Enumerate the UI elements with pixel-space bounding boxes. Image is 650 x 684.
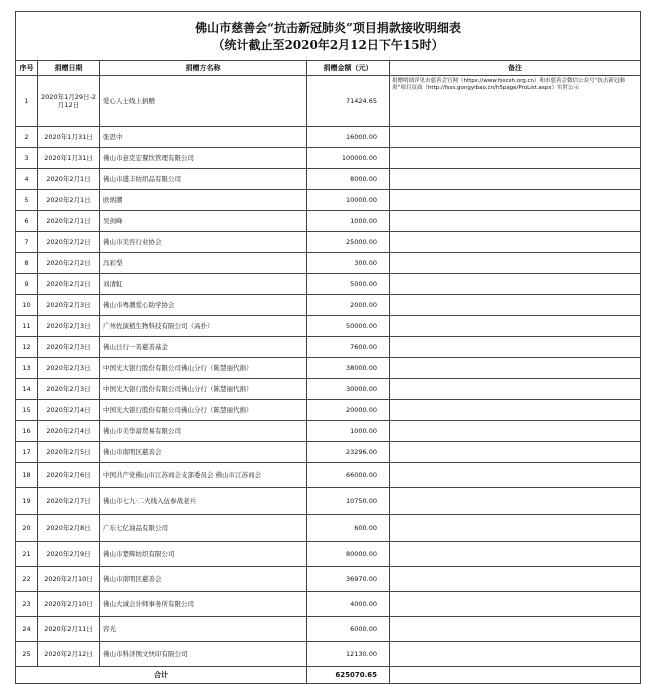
row-number: 18 [16,463,38,488]
donation-table [15,11,641,684]
row-note [390,442,641,463]
row-donor: 中国光大银行股份有限公司佛山分行（陈慧丽代捐） [100,400,307,421]
row-date: 2020年2月3日 [38,379,100,400]
table-row [16,169,641,190]
header-row [16,61,641,76]
row-number: 15 [16,400,38,421]
page-title [16,12,641,61]
row-amount: 20000.00 [307,400,390,421]
row-note [390,211,641,232]
row-note [390,190,641,211]
row-date: 2020年2月9日 [38,542,100,567]
row-amount: 10750.00 [307,488,390,515]
table-row [16,232,641,253]
row-note [390,274,641,295]
row-note [390,232,641,253]
row-number: 14 [16,379,38,400]
row-amount: 6000.00 [307,617,390,642]
row-date: 2020年2月10日 [38,592,100,617]
table-row [16,358,641,379]
row-date: 2020年1月29日-2月12日 [38,76,100,127]
table-row [16,642,641,667]
row-donor: 中国光大银行股份有限公司佛山分行（陈慧丽代捐） [100,379,307,400]
row-donor: 佛山大诚会计师事务所有限公司 [100,592,307,617]
table-row [16,442,641,463]
table-row [16,567,641,592]
row-donor: 佛山市七九·二火线入伍参战老兵 [100,488,307,515]
total-note [390,667,641,684]
header-amount: 捐赠金额（元） [307,61,390,76]
row-amount: 5000.00 [307,274,390,295]
row-amount: 2000.00 [307,295,390,316]
header-date: 捐赠日期 [38,61,100,76]
table-row [16,316,641,337]
donation-sheet [15,11,640,679]
row-donor: 刘清虹 [100,274,307,295]
row-note [390,400,641,421]
row-note [390,542,641,567]
row-amount: 36970.00 [307,567,390,592]
row-note [390,169,641,190]
row-amount: 4000.00 [307,592,390,617]
table-row [16,379,641,400]
row-date: 2020年2月1日 [38,169,100,190]
row-date: 2020年2月3日 [38,295,100,316]
row-number: 20 [16,515,38,542]
row-amount: 7600.00 [307,337,390,358]
row-donor: 佛山日行一善慈善基金 [100,337,307,358]
row-donor: 中国光大银行股份有限公司佛山分行（陈慧丽代捐） [100,358,307,379]
row-number: 19 [16,488,38,515]
row-amount: 8000.00 [307,169,390,190]
row-amount: 66000.00 [307,463,390,488]
table-row [16,488,641,515]
row-note [390,617,641,642]
row-donor: 容光 [100,617,307,642]
row-amount: 23296.00 [307,442,390,463]
table-row [16,421,641,442]
row-number: 24 [16,617,38,642]
row-number: 17 [16,442,38,463]
title-line-1: 佛山市慈善会“抗击新冠肺炎”项目捐款接收明细表 [195,21,461,35]
row-note [390,127,641,148]
row-date: 2020年2月4日 [38,400,100,421]
row-donor: 张思中 [100,127,307,148]
row-donor: 佛山市楚辉纺织有限公司 [100,542,307,567]
total-amount: 625070.65 [307,667,390,684]
table-row [16,592,641,617]
row-amount: 80000.00 [307,542,390,567]
row-note [390,463,641,488]
row-date: 2020年2月3日 [38,358,100,379]
table-row [16,337,641,358]
row-note [390,295,641,316]
table-row [16,295,641,316]
row-date: 2020年2月5日 [38,442,100,463]
row-amount: 1000.00 [307,211,390,232]
row-donor: 吴剑峰 [100,211,307,232]
row-date: 2020年2月12日 [38,642,100,667]
header-no: 序号 [16,61,38,76]
row-date: 2020年2月8日 [38,515,100,542]
row-number: 9 [16,274,38,295]
row-date: 2020年2月4日 [38,421,100,442]
row-date: 2020年2月11日 [38,617,100,642]
row-note [390,337,641,358]
row-donor: 广州佐演植生物科技有限公司（高扑） [100,316,307,337]
row-amount: 71424.65 [307,76,390,127]
row-date: 2020年2月1日 [38,211,100,232]
row-number: 6 [16,211,38,232]
table-row [16,542,641,567]
table-row [16,148,641,169]
row-donor: 佛山市美华富贸易有限公司 [100,421,307,442]
row-number: 8 [16,253,38,274]
row-number: 22 [16,567,38,592]
row-note [390,316,641,337]
row-amount: 30000.00 [307,379,390,400]
row-number: 16 [16,421,38,442]
row-donor: 广东七亿油品有限公司 [100,515,307,542]
table-row [16,127,641,148]
row-number: 12 [16,337,38,358]
row-date: 2020年1月31日 [38,148,100,169]
row-number: 1 [16,76,38,127]
row-amount: 300.00 [307,253,390,274]
row-number: 7 [16,232,38,253]
row-amount: 100000.00 [307,148,390,169]
row-donor: 佛山市意克宏餐饮管理有限公司 [100,148,307,169]
row-date: 2020年2月3日 [38,337,100,358]
row-date: 2020年2月7日 [38,488,100,515]
table-row [16,515,641,542]
header-donor: 捐赠方名称 [100,61,307,76]
row-number: 2 [16,127,38,148]
row-number: 11 [16,316,38,337]
row-amount: 38000.00 [307,358,390,379]
row-number: 13 [16,358,38,379]
row-number: 25 [16,642,38,667]
table-row [16,463,641,488]
row-number: 10 [16,295,38,316]
row-note [390,358,641,379]
row-number: 5 [16,190,38,211]
row-donor: 佛山市南明区慈善会 [100,567,307,592]
total-row [16,667,641,684]
row-date: 2020年2月2日 [38,232,100,253]
row-note [390,379,641,400]
row-amount: 10000.00 [307,190,390,211]
row-note [390,642,641,667]
row-date: 2020年2月1日 [38,190,100,211]
row-date: 2020年2月2日 [38,253,100,274]
row-date: 2020年2月2日 [38,274,100,295]
row-date: 2020年2月6日 [38,463,100,488]
row-donor: 佛山市南明区慈善会 [100,442,307,463]
row-amount: 25000.00 [307,232,390,253]
table-row [16,617,641,642]
table-row [16,274,641,295]
row-number: 3 [16,148,38,169]
row-number: 4 [16,169,38,190]
row-donor: 冯彩梨 [100,253,307,274]
row-number: 23 [16,592,38,617]
row-amount: 16000.00 [307,127,390,148]
row-note [390,592,641,617]
row-date: 2020年2月3日 [38,316,100,337]
row-amount: 12130.00 [307,642,390,667]
row-donor: 中国共产党佛山市江苏商会支部委员会 佛山市江苏商会 [100,463,307,488]
row-note [390,421,641,442]
row-note [390,148,641,169]
table-row [16,190,641,211]
table-row [16,253,641,274]
row-donor: 佛山市美容行业协会 [100,232,307,253]
row-donor: 爱心人士线上捐赠 [100,76,307,127]
row-amount: 1000.00 [307,421,390,442]
table-row [16,400,641,421]
row-note [390,488,641,515]
table-row [16,76,641,127]
row-note [390,253,641,274]
row-date: 2020年2月10日 [38,567,100,592]
total-label: 合计 [16,667,307,684]
row-donor: 佛山市粤潮爱心助学协会 [100,295,307,316]
row-amount: 50000.00 [307,316,390,337]
title-line-2: （统计截止至2020年2月12日下午15时） [212,38,444,52]
row-note [390,567,641,592]
header-note: 备注 [390,61,641,76]
row-number: 21 [16,542,38,567]
row-donor: 佛山市盛丰纺织品有限公司 [100,169,307,190]
row-date: 2020年1月31日 [38,127,100,148]
row-note: 捐赠明细详见市慈善会官网（https://www.fsscsh.org.cn）和市慈善会微信公众号“抗击新冠肺炎”项目页面（http://fsss.gongyibao.cn/h5page/ProList.aspx）实时公示 [390,76,641,127]
row-donor: 欧炳潮 [100,190,307,211]
row-amount: 600.00 [307,515,390,542]
row-donor: 佛山市科济图文快印有限公司 [100,642,307,667]
row-note [390,515,641,542]
table-row [16,211,641,232]
